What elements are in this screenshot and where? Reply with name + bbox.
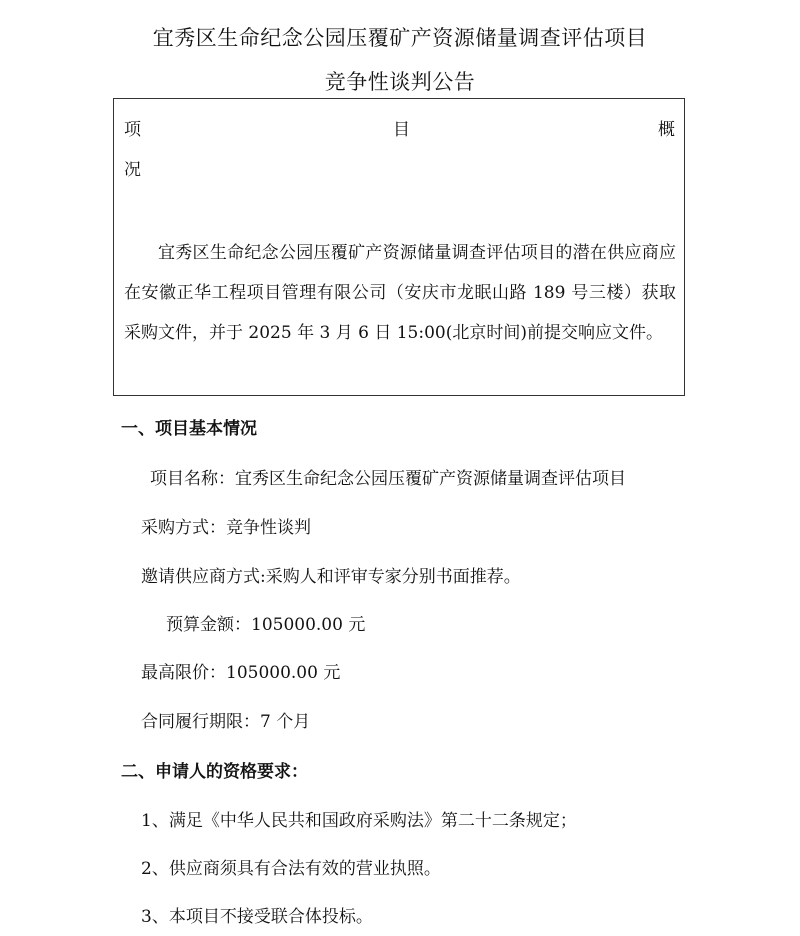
section-1-heading: 一、项目基本情况 <box>121 419 257 439</box>
overview-label-char-2: 目 <box>393 120 410 140</box>
procurement-method: 采购方式：竞争性谈判 <box>141 518 311 538</box>
contract-period: 合同履行期限：7 个月 <box>141 712 311 732</box>
requirement-item: 1、满足《中华人民共和国政府采购法》第二十二条规定； <box>141 811 577 831</box>
overview-paragraph: 宜秀区生命纪念公园压覆矿产资源储量调查评估项目的潜在供应商应在安徽正华工程项目管理有限公司（安庆市龙眠山路 189 号三楼）获取采购文件，并于 2025 年 3 月 6 日 15:00(北京时间)前提交响应文件。 <box>124 243 676 343</box>
overview-box <box>113 98 685 396</box>
project-name: 项目名称：宜秀区生命纪念公园压覆矿产资源储量调查评估项目 <box>150 469 626 489</box>
max-price: 最高限价：105000.00 元 <box>141 663 341 683</box>
document-title: 宜秀区生命纪念公园压覆矿产资源储量调查评估项目 <box>152 26 648 50</box>
budget-amount: 预算金额：105000.00 元 <box>166 615 366 635</box>
requirement-item: 2、供应商须具有合法有效的营业执照。 <box>141 859 441 879</box>
document-subtitle: 竞争性谈判公告 <box>324 70 476 94</box>
section-2-heading: 二、申请人的资格要求： <box>121 762 308 782</box>
overview-label-char-4: 况 <box>124 160 141 180</box>
invitation-method: 邀请供应商方式:采购人和评审专家分别书面推荐。 <box>141 567 521 587</box>
requirement-item: 3、本项目不接受联合体投标。 <box>141 907 373 927</box>
overview-label-char-3: 概 <box>658 120 675 140</box>
overview-label-char-1: 项 <box>124 120 141 140</box>
